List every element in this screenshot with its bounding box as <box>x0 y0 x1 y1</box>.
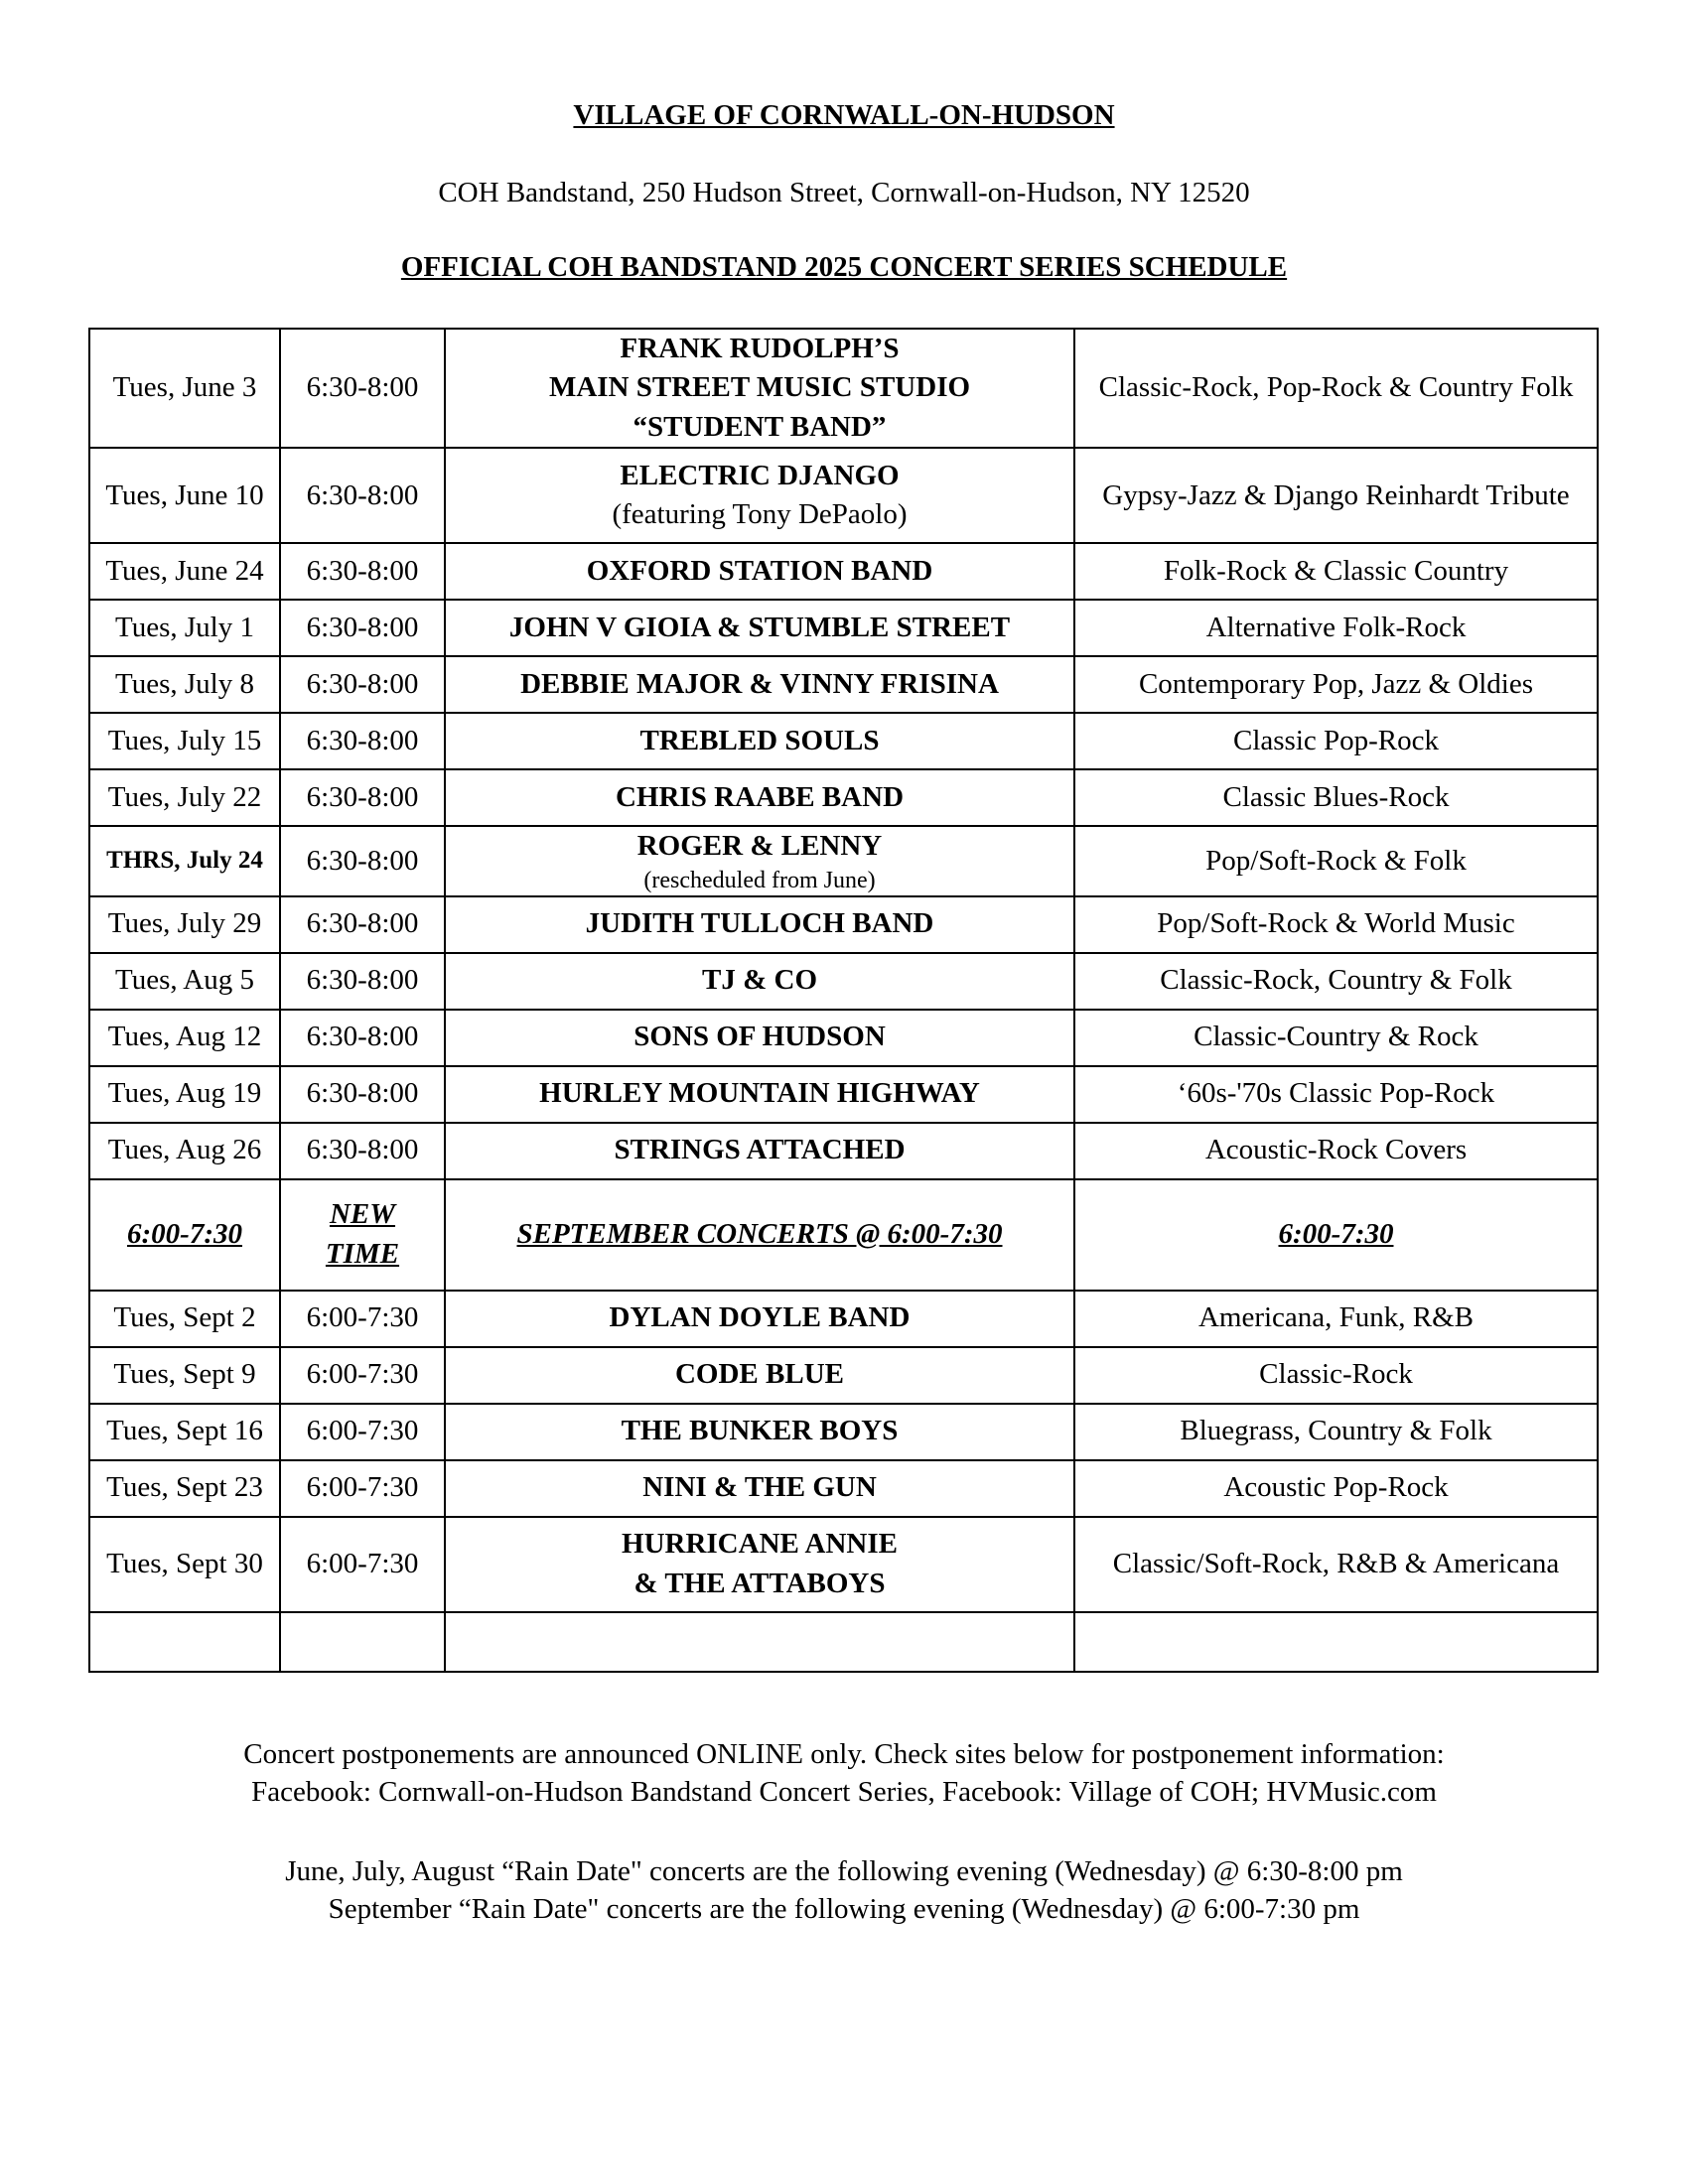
table-row <box>89 1517 1598 1612</box>
september-time-note: 6:00-7:30 <box>1074 1179 1598 1291</box>
new-time-line: TIME <box>325 1237 400 1270</box>
table-row <box>89 1123 1598 1179</box>
empty-cell <box>280 1612 445 1672</box>
genre-cell: Acoustic Pop-Rock <box>1074 1460 1598 1517</box>
time-cell: 6:00-7:30 <box>280 1460 445 1517</box>
band-cell: JOHN V GIOIA & STUMBLE STREET <box>445 600 1074 656</box>
date-cell: Tues, July 15 <box>89 713 280 769</box>
table-row <box>89 769 1598 826</box>
table-row <box>89 1404 1598 1460</box>
time-cell: 6:00-7:30 <box>280 1347 445 1404</box>
rain-date-notice <box>0 1852 1688 1928</box>
empty-cell <box>89 1612 280 1672</box>
band-name-line: FRANK RUDOLPH’S <box>620 333 900 364</box>
band-note: (featuring Tony DePaolo) <box>612 498 908 531</box>
date-cell: Tues, Sept 23 <box>89 1460 280 1517</box>
empty-row <box>89 1612 1598 1672</box>
band-cell: OXFORD STATION BAND <box>445 543 1074 600</box>
band-cell: JUDITH TULLOCH BAND <box>445 896 1074 953</box>
date-cell: Tues, July 22 <box>89 769 280 826</box>
band-note: (rescheduled from June) <box>643 867 876 893</box>
date-cell: Tues, July 8 <box>89 656 280 713</box>
september-header-row <box>89 1179 1598 1291</box>
genre-cell: Classic-Rock, Pop-Rock & Country Folk <box>1074 329 1598 448</box>
time-cell: 6:30-8:00 <box>280 826 445 895</box>
time-cell: 6:30-8:00 <box>280 1123 445 1179</box>
postponement-line: Concert postponements are announced ONLINE only. Check sites below for postponement information: <box>243 1738 1445 1770</box>
time-cell: 6:00-7:30 <box>280 1291 445 1347</box>
band-cell: NINI & THE GUN <box>445 1460 1074 1517</box>
postponement-notice <box>0 1735 1688 1811</box>
table-row <box>89 953 1598 1010</box>
genre-cell: Classic-Country & Rock <box>1074 1010 1598 1066</box>
band-cell: HURLEY MOUNTAIN HIGHWAY <box>445 1066 1074 1123</box>
genre-cell: Classic Blues-Rock <box>1074 769 1598 826</box>
table-row <box>89 826 1598 895</box>
genre-cell: ‘60s-'70s Classic Pop-Rock <box>1074 1066 1598 1123</box>
band-cell: DYLAN DOYLE BAND <box>445 1291 1074 1347</box>
new-time-note <box>280 1179 445 1291</box>
village-title: VILLAGE OF CORNWALL-ON-HUDSON <box>573 99 1115 131</box>
time-cell: 6:00-7:30 <box>280 1517 445 1612</box>
table-row <box>89 329 1598 448</box>
band-cell <box>445 1517 1074 1612</box>
schedule-title: OFFICIAL COH BANDSTAND 2025 CONCERT SERIES SCHEDULE <box>400 251 1288 283</box>
time-cell: 6:30-8:00 <box>280 600 445 656</box>
date-cell: Tues, Aug 26 <box>89 1123 280 1179</box>
genre-cell: Classic-Rock, Country & Folk <box>1074 953 1598 1010</box>
genre-cell: Classic Pop-Rock <box>1074 713 1598 769</box>
band-cell: TJ & CO <box>445 953 1074 1010</box>
table-row <box>89 1460 1598 1517</box>
date-cell: Tues, July 1 <box>89 600 280 656</box>
time-cell: 6:30-8:00 <box>280 448 445 543</box>
table-row <box>89 1291 1598 1347</box>
genre-cell: Pop/Soft-Rock & Folk <box>1074 826 1598 895</box>
band-name-line: HURRICANE ANNIE <box>622 1528 898 1561</box>
band-cell <box>445 448 1074 543</box>
band-name-line: ROGER & LENNY <box>636 830 883 863</box>
empty-cell <box>445 1612 1074 1672</box>
band-cell <box>445 329 1074 448</box>
band-cell <box>445 826 1074 895</box>
time-cell: 6:30-8:00 <box>280 329 445 448</box>
time-cell: 6:00-7:30 <box>280 1404 445 1460</box>
genre-cell: Contemporary Pop, Jazz & Oldies <box>1074 656 1598 713</box>
new-time-line: NEW <box>329 1198 396 1231</box>
genre-cell: Gypsy-Jazz & Django Reinhardt Tribute <box>1074 448 1598 543</box>
genre-cell: Americana, Funk, R&B <box>1074 1291 1598 1347</box>
september-time-note: 6:00-7:30 <box>89 1179 280 1291</box>
time-cell: 6:30-8:00 <box>280 769 445 826</box>
date-cell: Tues, Aug 5 <box>89 953 280 1010</box>
time-cell: 6:30-8:00 <box>280 953 445 1010</box>
table-row <box>89 896 1598 953</box>
table-row <box>89 1347 1598 1404</box>
table-row <box>89 1010 1598 1066</box>
genre-cell: Folk-Rock & Classic Country <box>1074 543 1598 600</box>
time-cell: 6:30-8:00 <box>280 896 445 953</box>
rain-date-line: September “Rain Date" concerts are the following evening (Wednesday) @ 6:00-7:30 pm <box>328 1893 1360 1925</box>
band-cell: THE BUNKER BOYS <box>445 1404 1074 1460</box>
band-cell: TREBLED SOULS <box>445 713 1074 769</box>
band-name-line: “STUDENT BAND” <box>633 410 887 443</box>
empty-cell <box>1074 1612 1598 1672</box>
time-cell: 6:30-8:00 <box>280 1010 445 1066</box>
date-cell: Tues, Aug 19 <box>89 1066 280 1123</box>
date-cell: Tues, July 29 <box>89 896 280 953</box>
september-concerts-note: SEPTEMBER CONCERTS @ 6:00-7:30 <box>445 1179 1074 1291</box>
date-cell: Tues, Sept 2 <box>89 1291 280 1347</box>
table-row <box>89 1066 1598 1123</box>
postponement-sites: Facebook: Cornwall-on-Hudson Bandstand Concert Series, Facebook: Village of COH; HVMusic.com <box>251 1776 1437 1808</box>
concert-schedule-table <box>88 328 1599 1673</box>
band-cell: CODE BLUE <box>445 1347 1074 1404</box>
bandstand-address: COH Bandstand, 250 Hudson Street, Cornwall-on-Hudson, NY 12520 <box>438 177 1250 208</box>
date-cell: Tues, June 24 <box>89 543 280 600</box>
rain-date-line: June, July, August “Rain Date" concerts are the following evening (Wednesday) @ 6:30-8:00 pm <box>285 1855 1403 1887</box>
genre-cell: Pop/Soft-Rock & World Music <box>1074 896 1598 953</box>
band-name-line: MAIN STREET MUSIC STUDIO <box>548 371 971 404</box>
genre-cell: Classic-Rock <box>1074 1347 1598 1404</box>
genre-cell: Alternative Folk-Rock <box>1074 600 1598 656</box>
date-cell: Tues, Sept 9 <box>89 1347 280 1404</box>
genre-cell: Classic/Soft-Rock, R&B & Americana <box>1074 1517 1598 1612</box>
band-name-line: & THE ATTABOYS <box>633 1567 886 1599</box>
time-cell: 6:30-8:00 <box>280 713 445 769</box>
table-row <box>89 656 1598 713</box>
time-cell: 6:30-8:00 <box>280 543 445 600</box>
date-cell: Tues, June 10 <box>89 448 280 543</box>
time-cell: 6:30-8:00 <box>280 656 445 713</box>
table-row <box>89 713 1598 769</box>
band-cell: SONS OF HUDSON <box>445 1010 1074 1066</box>
table-row <box>89 448 1598 543</box>
band-cell: DEBBIE MAJOR & VINNY FRISINA <box>445 656 1074 713</box>
table-row <box>89 600 1598 656</box>
band-cell: STRINGS ATTACHED <box>445 1123 1074 1179</box>
band-name-line: ELECTRIC DJANGO <box>620 459 900 491</box>
table-row <box>89 543 1598 600</box>
date-cell: THRS, July 24 <box>89 826 280 895</box>
date-cell: Tues, Sept 16 <box>89 1404 280 1460</box>
date-cell: Tues, Aug 12 <box>89 1010 280 1066</box>
band-cell: CHRIS RAABE BAND <box>445 769 1074 826</box>
date-cell: Tues, June 3 <box>89 329 280 448</box>
genre-cell: Bluegrass, Country & Folk <box>1074 1404 1598 1460</box>
genre-cell: Acoustic-Rock Covers <box>1074 1123 1598 1179</box>
time-cell: 6:30-8:00 <box>280 1066 445 1123</box>
date-cell: Tues, Sept 30 <box>89 1517 280 1612</box>
